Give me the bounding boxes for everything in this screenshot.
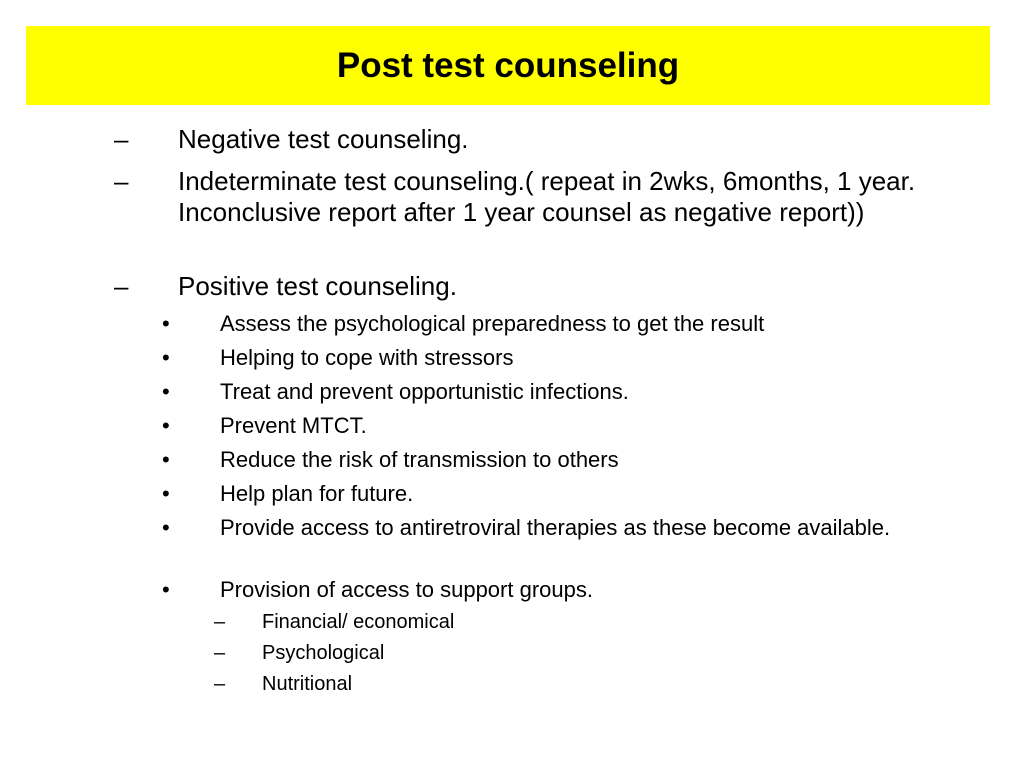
list-item-text: Positive test counseling. — [178, 271, 457, 301]
dash-marker: – — [114, 166, 129, 196]
list-item — [0, 672, 1024, 696]
list-item — [0, 641, 1024, 665]
list-item-text: Helping to cope with stressors — [220, 345, 514, 370]
slide-title: Post test counseling — [336, 45, 680, 85]
list-item — [0, 610, 1024, 634]
dash-marker: – — [214, 673, 226, 695]
list-item — [0, 576, 1024, 603]
list-item — [0, 480, 1024, 507]
list-item — [0, 514, 1024, 568]
list-item-text: Provide access to antiretroviral therapies as these become available. — [220, 515, 891, 540]
bullet-marker: • — [162, 379, 170, 404]
list-item-text: Provision of access to support groups. — [220, 577, 593, 602]
list-item — [0, 166, 1024, 259]
list-item-text: Financial/ economical — [262, 611, 455, 633]
list-item-text: Nutritional — [262, 673, 353, 695]
list-item — [0, 271, 1024, 302]
bullet-marker: • — [162, 447, 170, 472]
list-item-text: Reduce the risk of transmission to others — [220, 447, 619, 472]
bullet-marker: • — [162, 345, 170, 370]
list-item-text: Indeterminate test counseling.( repeat in 2wks, 6months, 1 year. Inconclusive report after 1 year counsel as negative report)) — [178, 166, 916, 227]
bullet-marker: • — [162, 311, 170, 336]
list-item-text: Treat and prevent opportunistic infections. — [220, 379, 629, 404]
list-item — [0, 446, 1024, 473]
bullet-marker: • — [162, 515, 170, 540]
bullet-marker: • — [162, 481, 170, 506]
bullet-marker: • — [162, 413, 170, 438]
dash-marker: – — [214, 642, 226, 664]
list-item-text: Assess the psychological preparedness to get the result — [220, 311, 765, 336]
list-item — [0, 124, 1024, 155]
title-bar — [26, 26, 990, 105]
list-item-text: Negative test counseling. — [178, 124, 469, 154]
dash-marker: – — [114, 124, 129, 154]
dash-marker: – — [114, 271, 129, 301]
list-item-text: Psychological — [262, 642, 385, 664]
dash-marker: – — [214, 611, 226, 633]
list-item — [0, 344, 1024, 371]
list-item-text: Prevent MTCT. — [220, 413, 367, 438]
list-item — [0, 412, 1024, 439]
list-item-text: Help plan for future. — [220, 481, 414, 506]
bullet-marker: • — [162, 577, 170, 602]
list-item — [0, 310, 1024, 337]
list-item — [0, 378, 1024, 405]
